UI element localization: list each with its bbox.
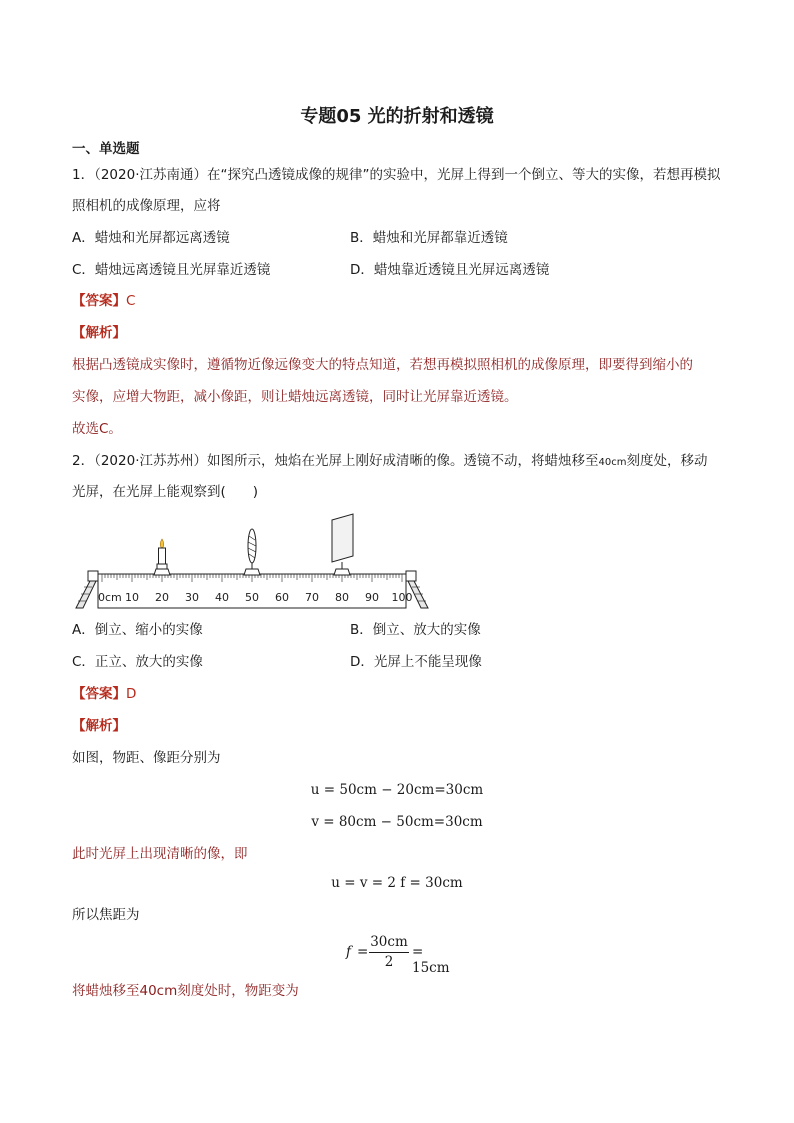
equation-object-distance: u = 50cm − 20cm=30cm [310,782,484,798]
q2-option-b: B．倒立、放大的实像 [350,622,481,638]
q1-stem-line1: 1．（2020·江苏南通）在“探究凸透镜成像的规律”的实验中，光屏上得到一个倒立、等大的实像，若想再模拟 [72,167,721,183]
q1-analysis-line2: 实像，应增大物距，减小像距，则让蜡烛远离透镜，同时让光屏靠近透镜。 [72,389,518,405]
ruler-scale-label: 0cm [98,591,122,604]
q2-stem-text: 2．（2020·江苏苏州）如图所示，烛焰在光屏上刚好成清晰的像。透镜不动，将蜡烛移至 [72,453,599,469]
q2-line-focal: 所以焦距为 [72,907,140,923]
ruler-scale-label: 90 [365,591,379,604]
q2-stem-tail: 刻度处，移动 [626,453,708,469]
q2-option-a: A．倒立、缩小的实像 [72,622,203,638]
ruler-scale-label: 10 [125,591,139,604]
left-stand [76,571,98,608]
optical-bench-figure [72,512,436,612]
convex-lens [244,529,260,575]
q1-answer-value: C [126,293,136,309]
q2-line-move-candle: 将蜡烛移至40cm刻度处时，物距变为 [72,983,299,999]
focal-equals: = [357,944,369,960]
q2-answer-label: 【答案】 [72,686,126,702]
ruler-scale-label: 30 [185,591,199,604]
ruler-scale-label: 20 [155,591,169,604]
q2-stem-line2: 光屏，在光屏上能观察到( ) [72,484,259,500]
q1-analysis-label: 【解析】 [72,325,126,341]
q1-option-b: B．蜡烛和光屏都靠近透镜 [350,230,508,246]
fraction-bar [369,952,409,953]
page-title: 专题05 光的折射和透镜 [300,106,494,127]
focal-result: = 15cm [412,944,450,976]
ruler-scale-label: 50 [245,591,259,604]
q1-option-a: A．蜡烛和光屏都远离透镜 [72,230,230,246]
focal-var: f [346,944,351,960]
q2-stem-value: 40cm [598,457,627,468]
q2-answer-value: D [126,686,137,702]
q2-analysis-intro: 如图，物距、像距分别为 [72,750,221,766]
q2-line-clear-image: 此时光屏上出现清晰的像，即 [72,846,248,862]
focal-denominator: 2 [384,954,394,970]
equation-image-distance: v = 80cm − 50cm=30cm [311,814,483,830]
q2-option-d: D．光屏上不能呈现像 [350,654,482,670]
equation-uvf: u = v = 2 f = 30cm [331,875,463,891]
ruler-scale-label: 60 [275,591,289,604]
ruler-scale-label: 40 [215,591,229,604]
section-heading: 一、单选题 [72,141,140,157]
q1-stem-line2: 照相机的成像原理，应将 [72,198,221,214]
q1-analysis-line1: 根据凸透镜成实像时，遵循物近像远像变大的特点知道，若想再模拟照相机的成像原理，即要得到缩小的 [72,357,693,373]
q1-answer-label: 【答案】 [72,293,126,309]
q2-answer [72,685,136,703]
q1-option-c: C．蜡烛远离透镜且光屏靠近透镜 [72,262,271,278]
q2-option-c: C．正立、放大的实像 [72,654,203,670]
q2-stem-line1 [72,452,707,472]
ruler-scale-label: 80 [335,591,349,604]
q1-conclusion: 故选C。 [72,421,122,437]
q1-option-d: D．蜡烛靠近透镜且光屏远离透镜 [350,262,550,278]
q2-analysis-label: 【解析】 [72,718,126,734]
ruler-scale-label: 100 [391,591,413,604]
candle [154,539,170,575]
light-screen [332,514,353,575]
q1-answer [72,292,135,310]
focal-numerator: 30cm [370,934,408,950]
ruler-scale-label: 70 [305,591,319,604]
